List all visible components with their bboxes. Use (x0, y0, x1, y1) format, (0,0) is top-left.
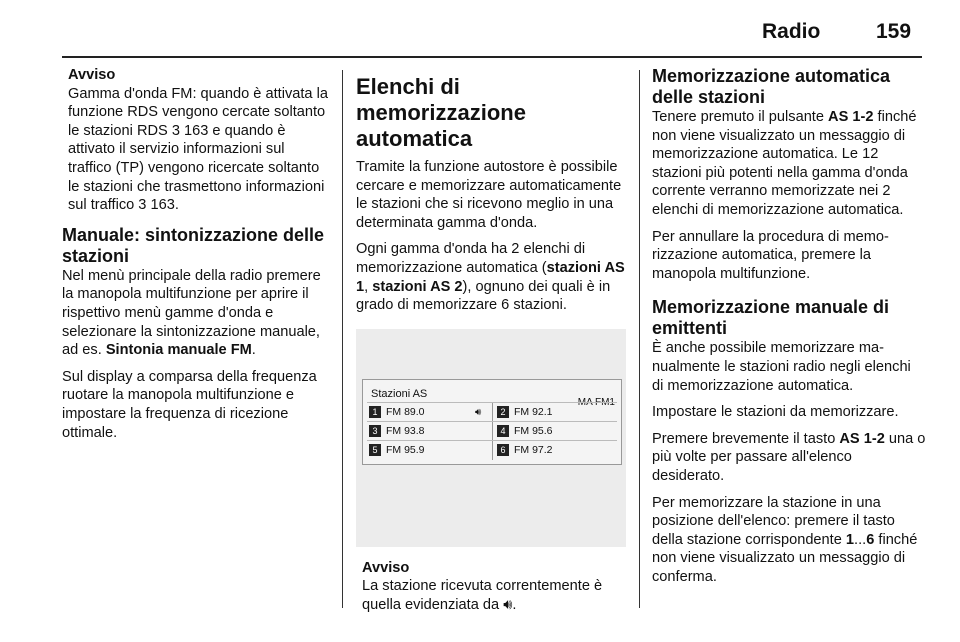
station-preset-5 (369, 442, 425, 458)
preset-number: 1 (369, 406, 381, 418)
note-text (68, 85, 330, 215)
header-rule (62, 56, 922, 58)
display-title: Stazioni AS (371, 387, 428, 400)
column-1 (62, 66, 330, 450)
paragraph: È anche possibile memorizzare manualmente le stazioni radio negli elenchi di memorizzazione automatica. (652, 340, 911, 394)
station-preset-3 (369, 423, 425, 439)
station-label: FM 89.0 (386, 405, 425, 418)
paragraph (652, 430, 926, 486)
station-preset-4 (497, 423, 553, 439)
bold-text: Sintonia manuale FM (105, 342, 252, 359)
bold-text: AS 1-2 (828, 109, 874, 125)
speaker-icon: 🔊︎ (475, 406, 482, 418)
station-preset-6 (497, 442, 553, 458)
column-2 (356, 74, 626, 615)
bold-text: 1 (845, 531, 855, 548)
bold-text: stazioni AS 1 (356, 259, 625, 295)
text: ), ognuno dei quali è in grado di memorizzare 6 stazioni. (356, 278, 611, 314)
section-heading-manual-store: Memorizzazione manuale di emittenti (652, 297, 890, 339)
station-label: FM 92.1 (514, 405, 553, 418)
paragraph: Tramite la funzione autostore è possibile cercare e memorizzare automaticamente le stazioni che si ricevono meglio in una determinata gamma d'onda. (356, 159, 622, 231)
text: . (251, 342, 256, 359)
station-label: FM 95.9 (386, 443, 425, 456)
display-divider (367, 440, 617, 441)
station-label: FM 95.6 (514, 424, 553, 437)
display-photo (356, 329, 626, 547)
station-preset-2 (497, 404, 553, 420)
note-title: Avviso (68, 67, 116, 83)
text: Premere brevemente il tasto (652, 430, 836, 447)
column-divider-2 (639, 70, 640, 608)
station-label: FM 97.2 (514, 443, 553, 456)
running-header-title: Radio (762, 20, 821, 43)
display-divider (367, 421, 617, 422)
bold-text: stazioni AS 2 (372, 278, 463, 295)
display-divider (492, 402, 493, 460)
display-band (578, 394, 615, 413)
text: Nel menù principale della radio premere la manopola multifunzione per aprire il rispettivo menù gamme d'onda e selezionare la sintonizzazione manuale, ad es. (62, 267, 321, 359)
bold-text: 6 (866, 531, 875, 548)
note-box (356, 559, 626, 615)
speaker-icon: 🔊︎ (503, 596, 513, 613)
preset-number: 3 (369, 425, 381, 437)
paragraph (356, 240, 626, 314)
text: Per memorizzare la stazione in una posizione dell'elenco: premere il tasto della stazione corrispondente (652, 494, 895, 548)
display-divider (367, 402, 617, 403)
text: finché non viene visualizzato un messaggio di conferma. (652, 531, 918, 585)
note-text: La stazione ricevuta correntemente è quella evidenziata da 🔊︎. (362, 578, 603, 613)
section-heading-autostore-lists: Elenchi di memorizzazione automatica (356, 74, 526, 151)
text: finché non viene visualizzato un messaggio di memorizzazione automatica. Le 12 stazioni più potenti nella gamma d'onda corrente verranno memorizzate nei 2 elenchi di memorizzazione automatica. (652, 109, 917, 218)
preset-number: 2 (497, 406, 509, 418)
page-number: 159 (876, 20, 912, 43)
radio-display (362, 379, 622, 465)
section-heading-autostore: Memorizzazione automatica delle stazioni (652, 66, 891, 107)
paragraph: Impostare le stazioni da memorizzare. (652, 404, 899, 421)
bold-text: AS 1-2 (839, 430, 885, 447)
text: Ogni gamma d'onda ha 2 elenchi di memorizzazione automatica ( (356, 241, 586, 276)
paragraph (652, 108, 926, 220)
text: ... (854, 531, 867, 548)
station-preset-1 (369, 404, 425, 420)
text: una o più volte per passare all'elenco desiderato. (652, 430, 926, 484)
paragraph: Per annullare la procedura di memorizzazione automatica, premere la manopola multifunzione. (652, 228, 889, 282)
preset-number: 6 (497, 444, 509, 456)
paragraph: Sul display a comparsa della frequenza ruotare la manopola multifunzione e impostare la frequenza di ricezione ottimale. (62, 368, 317, 441)
paragraph (62, 267, 330, 360)
note-text-main: Gamma d'onda FM: quando è attivata la funzione RDS vengono cercate soltanto le stazioni RDS (68, 85, 328, 139)
preset-number: 5 (369, 444, 381, 456)
text: La stazione ricevuta correntemente è quella evidenziata da (362, 578, 603, 613)
text: , (364, 278, 373, 295)
paragraph (652, 494, 926, 587)
note-title: Avviso (362, 559, 410, 576)
column-divider-1 (342, 70, 343, 608)
column-3 (652, 66, 926, 594)
text: Tenere premuto il pulsante (652, 109, 824, 125)
preset-number: 4 (497, 425, 509, 437)
note-text-ref: 3 163 e quando è attivato il servizio informazioni sul traffico (TP) vengono ricercate soltanto le stazioni che trasmettono informazioni sul traffico 3 163. (68, 122, 325, 214)
note-box (62, 66, 330, 215)
section-heading-manual-tuning: Manuale: sintonizzazione delle stazioni (62, 224, 325, 266)
station-label: FM 93.8 (386, 424, 425, 437)
